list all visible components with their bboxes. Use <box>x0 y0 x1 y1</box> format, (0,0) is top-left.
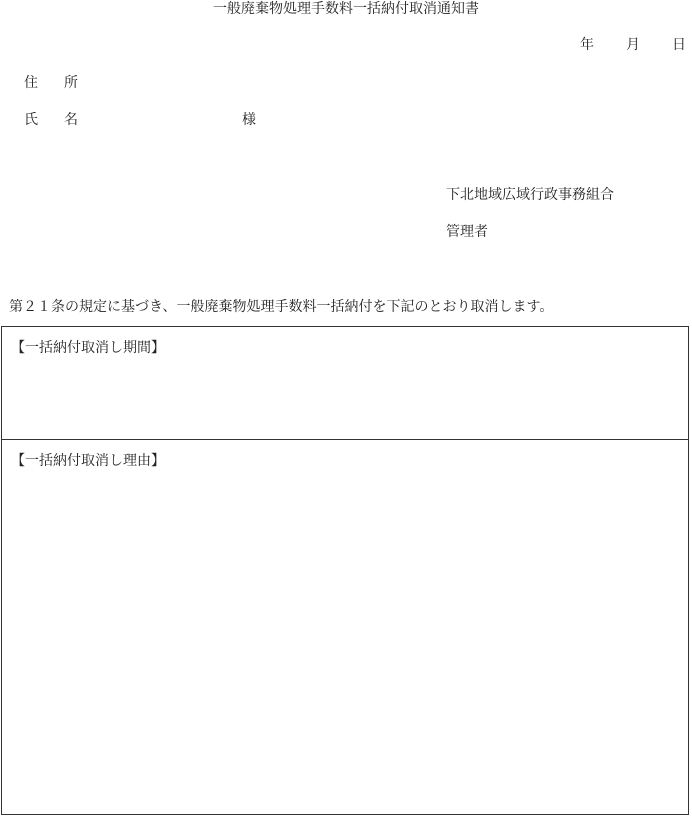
issuer-organization: 下北地域広域行政事務組合 <box>446 187 614 203</box>
issuer-title: 管理者 <box>446 224 488 240</box>
date-line <box>580 38 686 52</box>
cancellation-period-heading: 【一括納付取消し期間】 <box>11 340 165 356</box>
name-label-char-2: 名 <box>64 112 78 128</box>
name-label-char-1: 氏 <box>24 112 38 128</box>
notice-body: 第２１条の規定に基づき、一般廃棄物処理手数料一括納付を下記のとおり取消します。 <box>9 299 554 315</box>
cancellation-reason-box <box>1 439 689 815</box>
address-label-char-2: 所 <box>64 75 78 91</box>
date-year-label: 年 <box>580 37 594 53</box>
date-month-label: 月 <box>626 37 640 53</box>
cancellation-reason-heading: 【一括納付取消し理由】 <box>11 453 165 469</box>
cancellation-period-box <box>1 326 689 440</box>
name-label <box>24 113 78 127</box>
honorific: 様 <box>242 112 256 128</box>
address-label <box>24 76 78 90</box>
address-label-char-1: 住 <box>24 75 38 91</box>
date-day-label: 日 <box>672 37 686 53</box>
document-title: 一般廃棄物処理手数料一括納付取消通知書 <box>213 1 479 17</box>
